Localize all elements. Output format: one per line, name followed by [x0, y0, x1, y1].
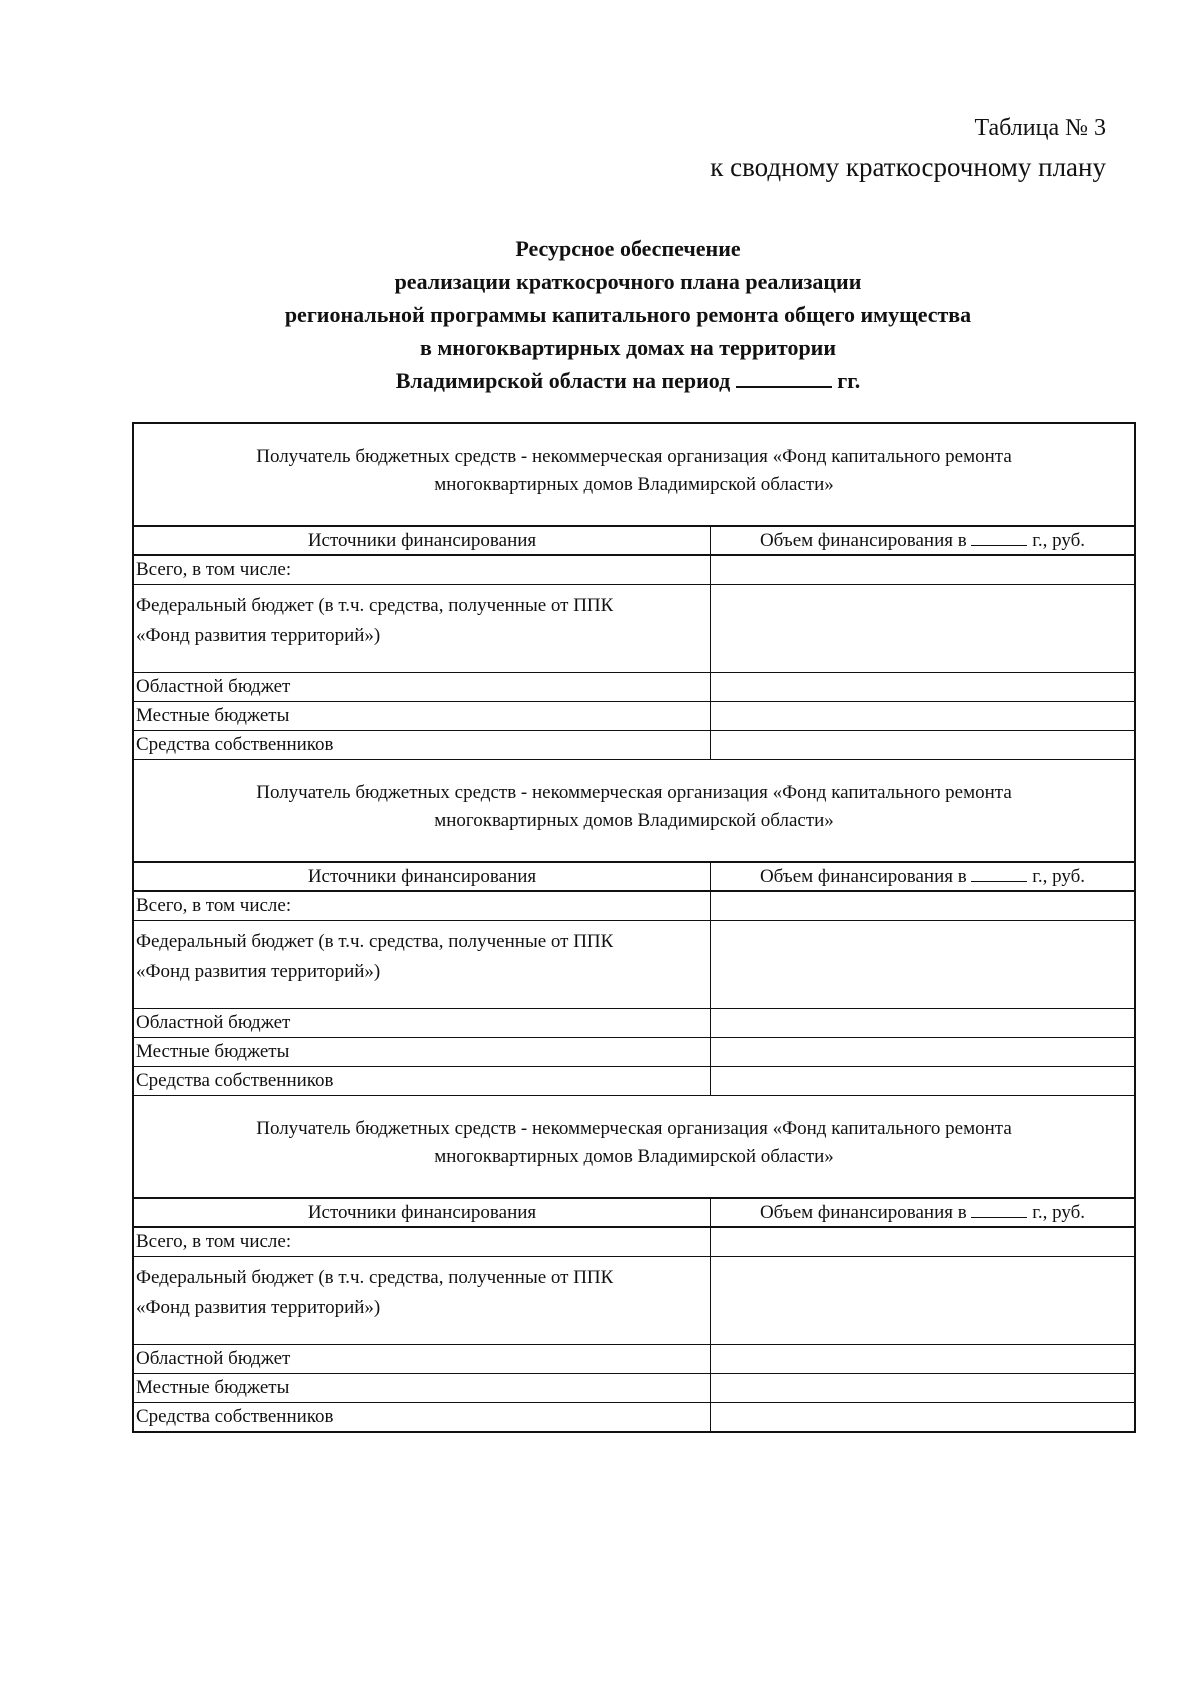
year-blank-field — [971, 529, 1027, 546]
column-header-row — [134, 527, 1134, 556]
value-cell — [711, 556, 1134, 584]
volume-suffix: г., руб. — [1032, 1202, 1086, 1223]
recipient-text: Получатель бюджетных средств - некоммерческая организация «Фонд капитального ремонта — [256, 782, 1012, 803]
row-label-line: Федеральный бюджет (в т.ч. средства, полученные от ППК — [136, 931, 614, 952]
document-title — [0, 232, 1200, 397]
row-label: Областной бюджет — [134, 673, 711, 701]
volume-prefix: Объем финансирования в — [759, 1202, 967, 1223]
year-blank-field — [971, 1201, 1027, 1218]
row-label-line: «Фонд развития территорий») — [136, 1297, 381, 1318]
value-cell — [711, 921, 1134, 1008]
title-period-suffix: гг. — [837, 368, 861, 393]
recipient-header — [134, 424, 1134, 527]
value-cell — [711, 1067, 1134, 1095]
table-row — [134, 921, 1134, 1009]
column-header-sources: Источники финансирования — [134, 527, 711, 554]
value-cell — [711, 1038, 1134, 1066]
recipient-text: многоквартирных домов Владимирской области» — [434, 810, 834, 831]
row-label: Средства собственников — [134, 731, 711, 759]
table-row — [134, 1038, 1134, 1067]
column-header-volume — [711, 863, 1134, 890]
row-label-line: «Фонд развития территорий») — [136, 625, 381, 646]
value-cell — [711, 1403, 1134, 1431]
table-row — [134, 1009, 1134, 1038]
volume-prefix: Объем финансирования в — [759, 866, 967, 887]
row-label: Местные бюджеты — [134, 1038, 711, 1066]
recipient-block — [134, 760, 1134, 1096]
row-label: Средства собственников — [134, 1067, 711, 1095]
row-label — [134, 921, 711, 1008]
resource-table — [132, 422, 1136, 1433]
row-label: Местные бюджеты — [134, 702, 711, 730]
column-header-sources: Источники финансирования — [134, 1199, 711, 1226]
table-row — [134, 673, 1134, 702]
row-label-line: Федеральный бюджет (в т.ч. средства, полученные от ППК — [136, 595, 614, 616]
column-header-volume — [711, 527, 1134, 554]
row-label: Всего, в том числе: — [134, 556, 711, 584]
row-label: Местные бюджеты — [134, 1374, 711, 1402]
recipient-text: Получатель бюджетных средств - некоммерческая организация «Фонд капитального ремонта — [256, 446, 1012, 467]
column-header-row — [134, 1199, 1134, 1228]
table-row — [134, 585, 1134, 673]
title-line — [0, 364, 1200, 397]
row-label: Средства собственников — [134, 1403, 711, 1431]
plan-reference: к сводному краткосрочному плану — [710, 152, 1106, 182]
recipient-text: многоквартирных домов Владимирской области» — [434, 474, 834, 495]
table-row — [134, 1403, 1134, 1433]
table-row — [134, 702, 1134, 731]
row-label-line: «Фонд развития территорий») — [136, 961, 381, 982]
table-row — [134, 556, 1134, 585]
title-period-prefix: Владимирской области на период — [395, 368, 731, 393]
column-header-sources: Источники финансирования — [134, 863, 711, 890]
period-blank-field — [736, 366, 832, 388]
row-label — [134, 585, 711, 672]
recipient-header — [134, 760, 1134, 863]
recipient-block — [134, 1096, 1134, 1433]
row-label: Всего, в том числе: — [134, 1228, 711, 1256]
table-row — [134, 1345, 1134, 1374]
recipient-text: многоквартирных домов Владимирской области» — [434, 1146, 834, 1167]
row-label: Всего, в том числе: — [134, 892, 711, 920]
table-row — [134, 731, 1134, 760]
table-row — [134, 892, 1134, 921]
table-number: Таблица № 3 — [974, 115, 1106, 141]
row-label: Областной бюджет — [134, 1009, 711, 1037]
column-header-volume — [711, 1199, 1134, 1226]
volume-suffix: г., руб. — [1032, 866, 1086, 887]
title-line: Ресурсное обеспечение — [515, 236, 741, 261]
title-line: в многоквартирных домах на территории — [419, 335, 837, 360]
value-cell — [711, 585, 1134, 672]
value-cell — [711, 892, 1134, 920]
title-line: реализации краткосрочного плана реализации — [394, 269, 862, 294]
value-cell — [711, 1345, 1134, 1373]
year-blank-field — [971, 865, 1027, 882]
value-cell — [711, 702, 1134, 730]
column-header-row — [134, 863, 1134, 892]
value-cell — [711, 731, 1134, 759]
recipient-text: Получатель бюджетных средств - некоммерческая организация «Фонд капитального ремонта — [256, 1118, 1012, 1139]
value-cell — [711, 1009, 1134, 1037]
row-label: Областной бюджет — [134, 1345, 711, 1373]
title-line: региональной программы капитального ремонта общего имущества — [284, 302, 972, 327]
table-row — [134, 1257, 1134, 1345]
table-row — [134, 1374, 1134, 1403]
volume-prefix: Объем финансирования в — [759, 530, 967, 551]
value-cell — [711, 1257, 1134, 1344]
value-cell — [711, 673, 1134, 701]
volume-suffix: г., руб. — [1032, 530, 1086, 551]
table-row — [134, 1228, 1134, 1257]
row-label-line: Федеральный бюджет (в т.ч. средства, полученные от ППК — [136, 1267, 614, 1288]
table-row — [134, 1067, 1134, 1096]
recipient-block — [134, 424, 1134, 760]
value-cell — [711, 1374, 1134, 1402]
row-label — [134, 1257, 711, 1344]
recipient-header — [134, 1096, 1134, 1199]
value-cell — [711, 1228, 1134, 1256]
